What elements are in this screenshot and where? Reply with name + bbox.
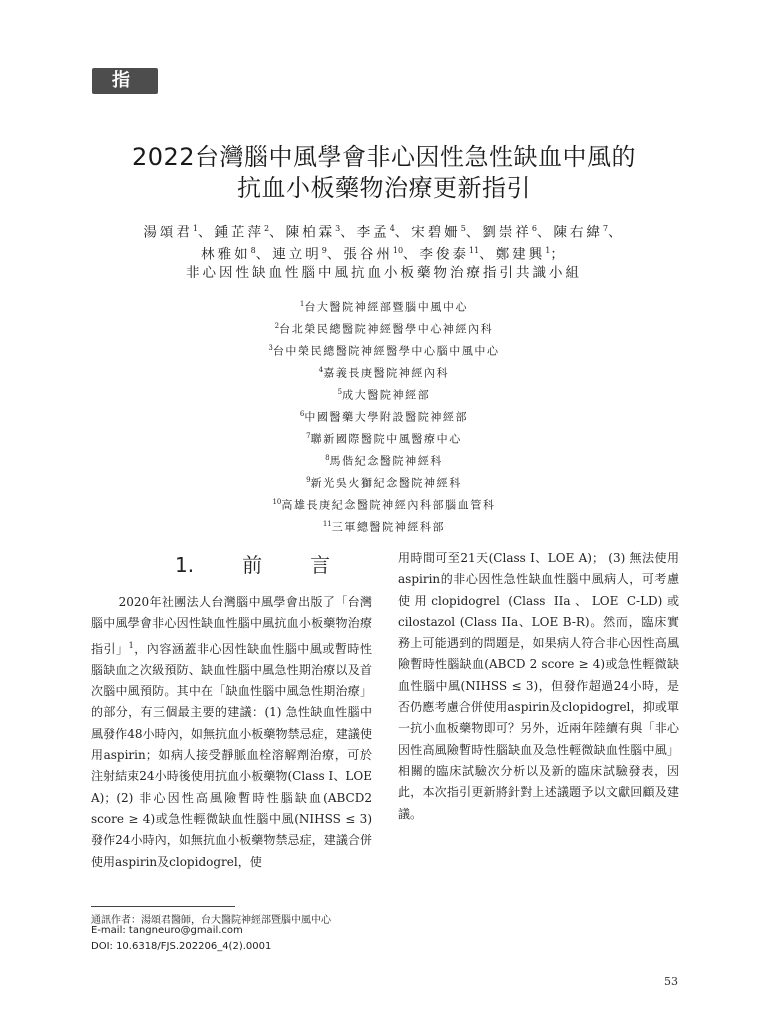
section-tag: 指 引 [92, 68, 158, 94]
footnote-rule [91, 906, 235, 907]
affiliation: $^6$中國醫藥大學附設醫院神經部 [299, 409, 469, 424]
affiliation: $^{11}$三軍總醫院神經科部 [322, 519, 446, 534]
affiliation: $^5$成大醫院神經部 [337, 387, 431, 402]
affiliation: $^2$台北榮民總醫院神經醫學中心神經內科 [274, 321, 494, 336]
author-sep: 、 [536, 224, 554, 241]
email: E-mail: tangneuro@gmail.com [91, 925, 243, 936]
title-line-1: 2022台灣腦中風學會非心因性急性缺血中風的 [131, 143, 637, 171]
author-name: 張谷州 [343, 246, 393, 263]
affiliation: $^4$嘉義長庚醫院神經內科 [318, 365, 450, 380]
author-name: 陳柏霖 [285, 224, 336, 241]
author-name: 李孟 [356, 224, 390, 241]
author-sep: 、 [198, 224, 215, 241]
author-name: 鄭建興 [495, 246, 546, 263]
author-name: 劉崇祥 [482, 224, 532, 241]
author-sup: 4 [389, 224, 395, 233]
author-sup: 1 [192, 224, 199, 233]
intro-paragraph: 2020年社團法人台灣腦中風學會出版了「台灣腦中風學會非心因性缺血性腦中風抗血小板藥物治療指引」$^1$，內容涵蓋非心因性缺血性腦中風或暫時性腦缺血之次級預防、缺血性腦中風急性期治療以及首次腦中風預防。其中在「缺血性腦中風急性期治療」的部分，有三個最主要的建議：(1) 急性缺血性腦中風發作48小時內，如無抗血小板藥物禁忌症，建議使用aspirin；如病人接受靜脈血栓溶解劑治療，可於注射結束24小時後使用抗血小板藥物(Class I、LOE A)；(2) 非心因性高風險暫時性腦缺血(ABCD2 score ≥ 4)或急性輕微缺血性腦中風(NIHSS ≤ 3)發作24小時內，如無抗血小板藥物禁忌症，建議合併使用aspirin及clopidogrel，使 [91, 595, 372, 869]
author-name: 連立明 [272, 246, 322, 263]
author-sep: 、 [608, 224, 625, 241]
doi: DOI: 10.6318/FJS.202206_4(2).0001 [91, 941, 272, 952]
left-column [91, 592, 372, 873]
author-sup: 9 [321, 246, 327, 255]
author-sup: 11 [469, 246, 480, 255]
author-sep: 、 [326, 246, 344, 263]
author-name: 鍾芷萍 [214, 224, 265, 241]
section-word-1: 前 [242, 553, 263, 577]
author-sup: 1 [545, 246, 551, 255]
author-sup: 5 [460, 224, 466, 233]
affiliation: $^9$新光吳火獅紀念醫院神經科 [306, 475, 462, 490]
study-group: 非心因性缺血性腦中風抗血小板藥物治療指引共識小組 [186, 265, 582, 281]
author-name: 湯頌君 [143, 224, 193, 241]
right-column [398, 548, 679, 825]
title-line-2: 抗血小板藥物治療更新指引 [237, 174, 531, 202]
affiliation: $^{10}$高雄長庚紀念醫院神經內科部腦血管科 [272, 497, 496, 512]
affiliation: $^3$台中榮民總醫院神經醫學中心腦中風中心 [268, 343, 500, 358]
corresponding-author: 通訊作者：湯頌君醫師，台大醫院神經部暨腦中風中心 [91, 915, 331, 926]
author-name: 李俊泰 [419, 246, 470, 263]
author-sep: 、 [255, 246, 273, 263]
author-sup: 8 [250, 246, 256, 255]
affiliation: $^1$台大醫院神經部暨腦中風中心 [299, 300, 469, 314]
author-sep: 、 [403, 246, 420, 263]
author-name: 宋碧姍 [411, 224, 461, 241]
author-sup: 3 [335, 224, 341, 233]
affiliations [60, 295, 708, 536]
affiliation: $^7$聯新國際醫院中風醫療中心 [306, 431, 462, 446]
author-end: ； [550, 246, 567, 263]
author-sep: 、 [269, 224, 286, 241]
author-sep: 、 [340, 224, 357, 241]
author-name: 林雅如 [201, 246, 251, 263]
author-sup: 10 [392, 246, 404, 255]
continued-paragraph: 用時間可至21天(Class I、LOE A)； (3) 無法使用aspirin的非心因性急性缺血性腦中風病人，可考慮使用clopidogrel (Class IIa、LOE C-LD)或cilostazol (Class IIa、LOE B-R)。然而，臨床實務上可能遇到的問題是，如果病人符合非心因性高風險暫時性腦缺血(ABCD 2 score ≥ 4)或急性輕微缺血性腦中風(NIHSS ≤ 3)，但發作超過24小時，是否仍應考慮合併使用aspirin及clopidogrel，抑或單一抗小血板藥物即可？另外，近兩年陸續有與「非心因性高風險暫時性腦缺血及急性輕微缺血性腦中風」相關的臨床試驗次分析以及新的臨床試驗發表，因此，本次指引更新將針對上述議題予以文獻回顧及建議。 [398, 551, 679, 821]
author-sup: 6 [531, 224, 537, 233]
affiliation: $^8$馬偕紀念醫院神經科 [325, 453, 443, 468]
author-sup: 2 [264, 224, 270, 233]
author-sep: 、 [465, 224, 483, 241]
author-sep: 、 [394, 224, 412, 241]
section-heading [175, 549, 330, 578]
page-number: 53 [664, 975, 678, 988]
section-word-2: 言 [310, 553, 331, 577]
author-sep: 、 [479, 246, 496, 263]
author-name: 陳右緯 [553, 224, 603, 241]
author-sup: 7 [602, 224, 609, 233]
section-number: 1. [175, 553, 195, 577]
citation-ref: 1 [128, 640, 134, 650]
